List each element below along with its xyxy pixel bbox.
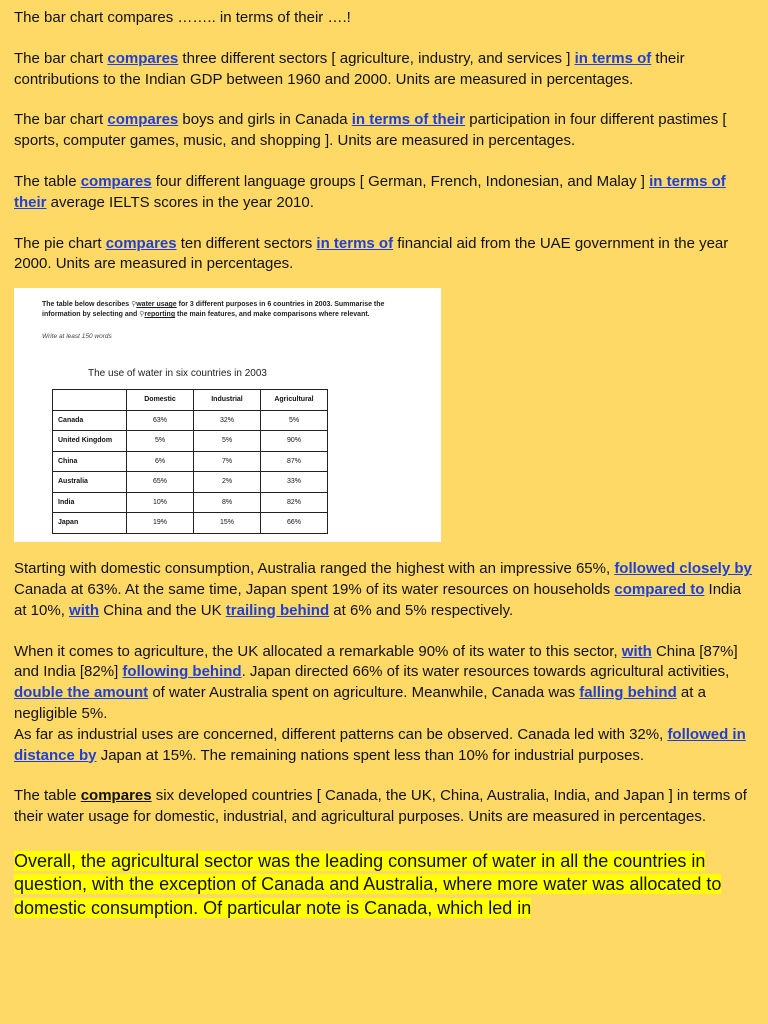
- text: The bar chart: [14, 111, 108, 129]
- country-cell: Australia: [53, 472, 127, 493]
- value-cell: 8%: [194, 492, 261, 513]
- text: The bar chart: [14, 49, 108, 67]
- keyword-link-compares[interactable]: compares: [107, 49, 179, 67]
- body-paragraph-domestic: [14, 559, 754, 621]
- table-row: [53, 513, 328, 534]
- text: at a negligible 5%.: [14, 684, 706, 722]
- keyword-link-compares[interactable]: compares: [105, 234, 177, 252]
- table-row: [53, 472, 328, 493]
- magnifier-icon: ⚲: [139, 311, 145, 319]
- table-row: [53, 492, 328, 513]
- text: the main features, and make comparisons where relevant.: [175, 311, 370, 319]
- country-cell: India: [53, 492, 127, 513]
- text: four different language groups [ German, French, Indonesian, and Malay ]: [151, 172, 650, 190]
- highlighted-overview-text: Overall, the agricultural sector was the leading consumer of water in all the countries in question, with the exception of Canada and Australia, where more water was allocated to domestic consumption. Of particular note is Canada, which led in: [14, 850, 722, 918]
- example-paragraph-3: [14, 172, 754, 214]
- intro-template-line: The bar chart compares …….. in terms of their ….!: [14, 9, 351, 26]
- intro-paragraph: [14, 786, 754, 828]
- text: The table: [14, 172, 81, 190]
- table-row: [53, 410, 328, 431]
- country-cell: United Kingdom: [53, 431, 127, 452]
- example-paragraph-1: [14, 49, 754, 91]
- task-screenshot-image: [14, 288, 441, 542]
- text: six developed countries [ Canada, the UK, China, Australia, India, and Japan ] in terms of their water usage for domestic, industrial, and agricultural purposes. Units are measured in percentages.: [14, 787, 747, 826]
- value-cell: 82%: [261, 492, 328, 513]
- header-cell: Domestic: [127, 390, 194, 411]
- country-cell: China: [53, 451, 127, 472]
- table-row: [53, 431, 328, 452]
- header-cell: Agricultural: [261, 390, 328, 411]
- value-cell: 5%: [127, 431, 194, 452]
- text: When it comes to agriculture, the UK allocated a remarkable 90% of its water to this sector,: [14, 642, 622, 660]
- text: average IELTS scores in the year 2010.: [46, 193, 314, 211]
- keyword-link-trailing-behind[interactable]: trailing behind: [225, 601, 330, 619]
- value-cell: 87%: [261, 451, 328, 472]
- water-usage-table: [52, 389, 328, 534]
- text: The pie chart: [14, 234, 106, 252]
- text: The table: [14, 787, 81, 805]
- keyword-link-compares[interactable]: compares: [107, 111, 179, 129]
- body-paragraph-industrial: [14, 725, 754, 767]
- keyword-link-in-terms-of[interactable]: in terms of: [316, 234, 394, 252]
- value-cell: 33%: [261, 472, 328, 493]
- value-cell: 32%: [194, 410, 261, 431]
- text: for 3 different purposes in 6 countries in 2003. Summarise the information by selecting and: [42, 301, 385, 319]
- text: Starting with domestic consumption, Australia ranged the highest with an impressive 65%,: [14, 560, 615, 578]
- text: of water Australia spent on agriculture. Meanwhile, Canada was: [148, 684, 580, 702]
- text: ten different sectors: [176, 234, 317, 252]
- text: . Japan directed 66% of its water resources towards agricultural activities,: [241, 663, 730, 681]
- table-row: [53, 451, 328, 472]
- text: China [87%] and India [82%]: [14, 642, 738, 681]
- keyword-link-double-the-amount[interactable]: double the amount: [14, 684, 149, 702]
- text: reporting: [144, 311, 176, 319]
- keyword-link-in-terms-of[interactable]: in terms of: [574, 49, 652, 67]
- value-cell: 63%: [127, 410, 194, 431]
- keyword-link-followed-closely-by[interactable]: followed closely by: [614, 560, 752, 578]
- example-paragraph-4: [14, 234, 754, 276]
- keyword-link-falling-behind[interactable]: falling behind: [579, 684, 677, 702]
- value-cell: 65%: [127, 472, 194, 493]
- example-paragraph-2: [14, 110, 754, 152]
- word-count-note: Write at least 150 words: [42, 333, 112, 341]
- text: Canada at 63%. At the same time, Japan spent 19% of its water resources on households: [14, 580, 615, 598]
- keyword-link-in-terms-of-their[interactable]: in terms of their: [14, 172, 726, 211]
- keyword-compares: compares: [80, 787, 152, 805]
- keyword-link-following-behind[interactable]: following behind: [122, 663, 242, 681]
- keyword-link-compared-to[interactable]: compared to: [614, 580, 705, 598]
- table-title: The use of water in six countries in 2003: [88, 368, 267, 380]
- value-cell: 15%: [194, 513, 261, 534]
- header-cell: [53, 390, 127, 411]
- value-cell: 19%: [127, 513, 194, 534]
- text: at 6% and 5% respectively.: [329, 601, 514, 619]
- value-cell: 5%: [261, 410, 328, 431]
- value-cell: 6%: [127, 451, 194, 472]
- header-cell: Industrial: [194, 390, 261, 411]
- keyword-link-in-terms-of-their[interactable]: in terms of their: [351, 111, 466, 129]
- keyword-link-with[interactable]: with: [621, 642, 652, 660]
- text: three different sectors [ agriculture, industry, and services ]: [178, 49, 575, 67]
- country-cell: Japan: [53, 513, 127, 534]
- text: financial aid from the UAE government in the year 2000. Units are measured in percentages.: [14, 234, 729, 273]
- text: participation in four different pastimes [ sports, computer games, music, and shopping ]. Units are measured in percentages.: [14, 111, 727, 150]
- text: China and the UK: [99, 601, 226, 619]
- value-cell: 7%: [194, 451, 261, 472]
- value-cell: 2%: [194, 472, 261, 493]
- text: water usage: [136, 301, 177, 309]
- value-cell: 90%: [261, 431, 328, 452]
- text: The table below describes: [42, 301, 132, 309]
- value-cell: 66%: [261, 513, 328, 534]
- text: their contributions to the Indian GDP between 1960 and 2000. Units are measured in percentages.: [14, 49, 685, 88]
- text: As far as industrial uses are concerned, different patterns can be observed. Canada led with 32%,: [14, 725, 668, 743]
- body-paragraph-agriculture: [14, 642, 754, 725]
- value-cell: 10%: [127, 492, 194, 513]
- keyword-link-compares[interactable]: compares: [80, 172, 152, 190]
- keyword-link-followed-in-distance-by[interactable]: followed in distance by: [14, 725, 746, 764]
- keyword-link-with[interactable]: with: [69, 601, 100, 619]
- magnifier-icon: ⚲: [131, 301, 137, 309]
- text: Japan at 15%. The remaining nations spent less than 10% for industrial purposes.: [96, 746, 645, 764]
- table-header-row: [53, 390, 328, 411]
- overview-paragraph: [14, 850, 754, 921]
- text: India at 10%,: [14, 580, 742, 619]
- country-cell: Canada: [53, 410, 127, 431]
- value-cell: 5%: [194, 431, 261, 452]
- task-prompt: [42, 300, 423, 320]
- text: boys and girls in Canada: [178, 111, 352, 129]
